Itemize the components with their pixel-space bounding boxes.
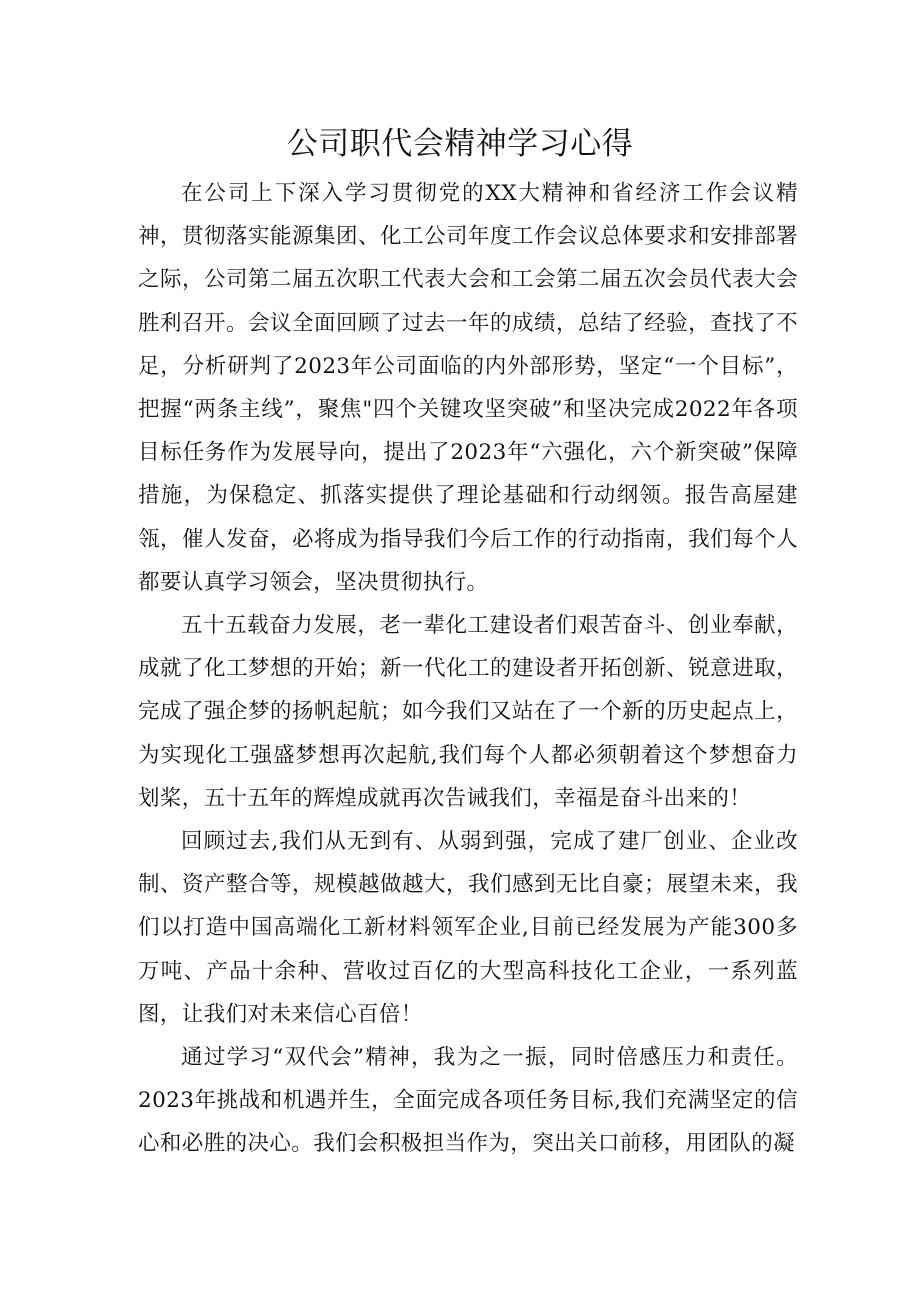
document-body	[138, 172, 798, 1166]
paragraph-4: 通过学习“双代会”精神，我为之一振，同时倍感压力和责任。2023年挑战和机遇并生，全面完成各项任务目标,我们充满坚定的信心和必胜的决心。我们会积极担当作为，突出关口前移，用团队的凝	[138, 1045, 798, 1157]
paragraph-1: 在公司上下深入学习贯彻党的XX大精神和省经济工作会议精神，贯彻落实能源集团、化工公司年度工作会议总体要求和安排部署之际，公司第二届五次职工代表大会和工会第二届五次会员代表大会胜利召开。会议全面回顾了过去一年的成绩，总结了经验，查找了不足，分析研判了2023年公司面临的内外部形势，坚定“一个目标”，把握“两条主线”，聚焦"四个关键攻坚突破”和坚决完成2022年各项目标任务作为发展导向，提出了2023年“六强化，六个新突破”保障措施，为保稳定、抓落实提供了理论基础和行动纲领。报告高屋建瓴，催人发奋，必将成为指导我们今后工作的行动指南，我们每个人都要认真学习领会，坚决贯彻执行。	[138, 181, 798, 595]
paragraph-2: 五十五载奋力发展，老一辈化工建设者们艰苦奋斗、创业奉献，成就了化工梦想的开始；新一代化工的建设者开拓创新、锐意进取，完成了强企梦的扬帆起航；如今我们又站在了一个新的历史起点上，为实现化工强盛梦想再次起航,我们每个人都必须朝着这个梦想奋力划桨，五十五年的辉煌成就再次告诫我们，幸福是奋斗出来的！	[138, 613, 798, 811]
document-title: 公司职代会精神学习心得	[286, 126, 634, 162]
paragraph-3: 回顾过去,我们从无到有、从弱到强，完成了建厂创业、企业改制、资产整合等，规模越做越大，我们感到无比自豪；展望未来，我们以打造中国高端化工新材料领军企业,目前已经发展为产能300多万吨、产品十余种、营收过百亿的大型高科技化工企业，一系列蓝图，让我们对未来信心百倍！	[138, 829, 798, 1027]
